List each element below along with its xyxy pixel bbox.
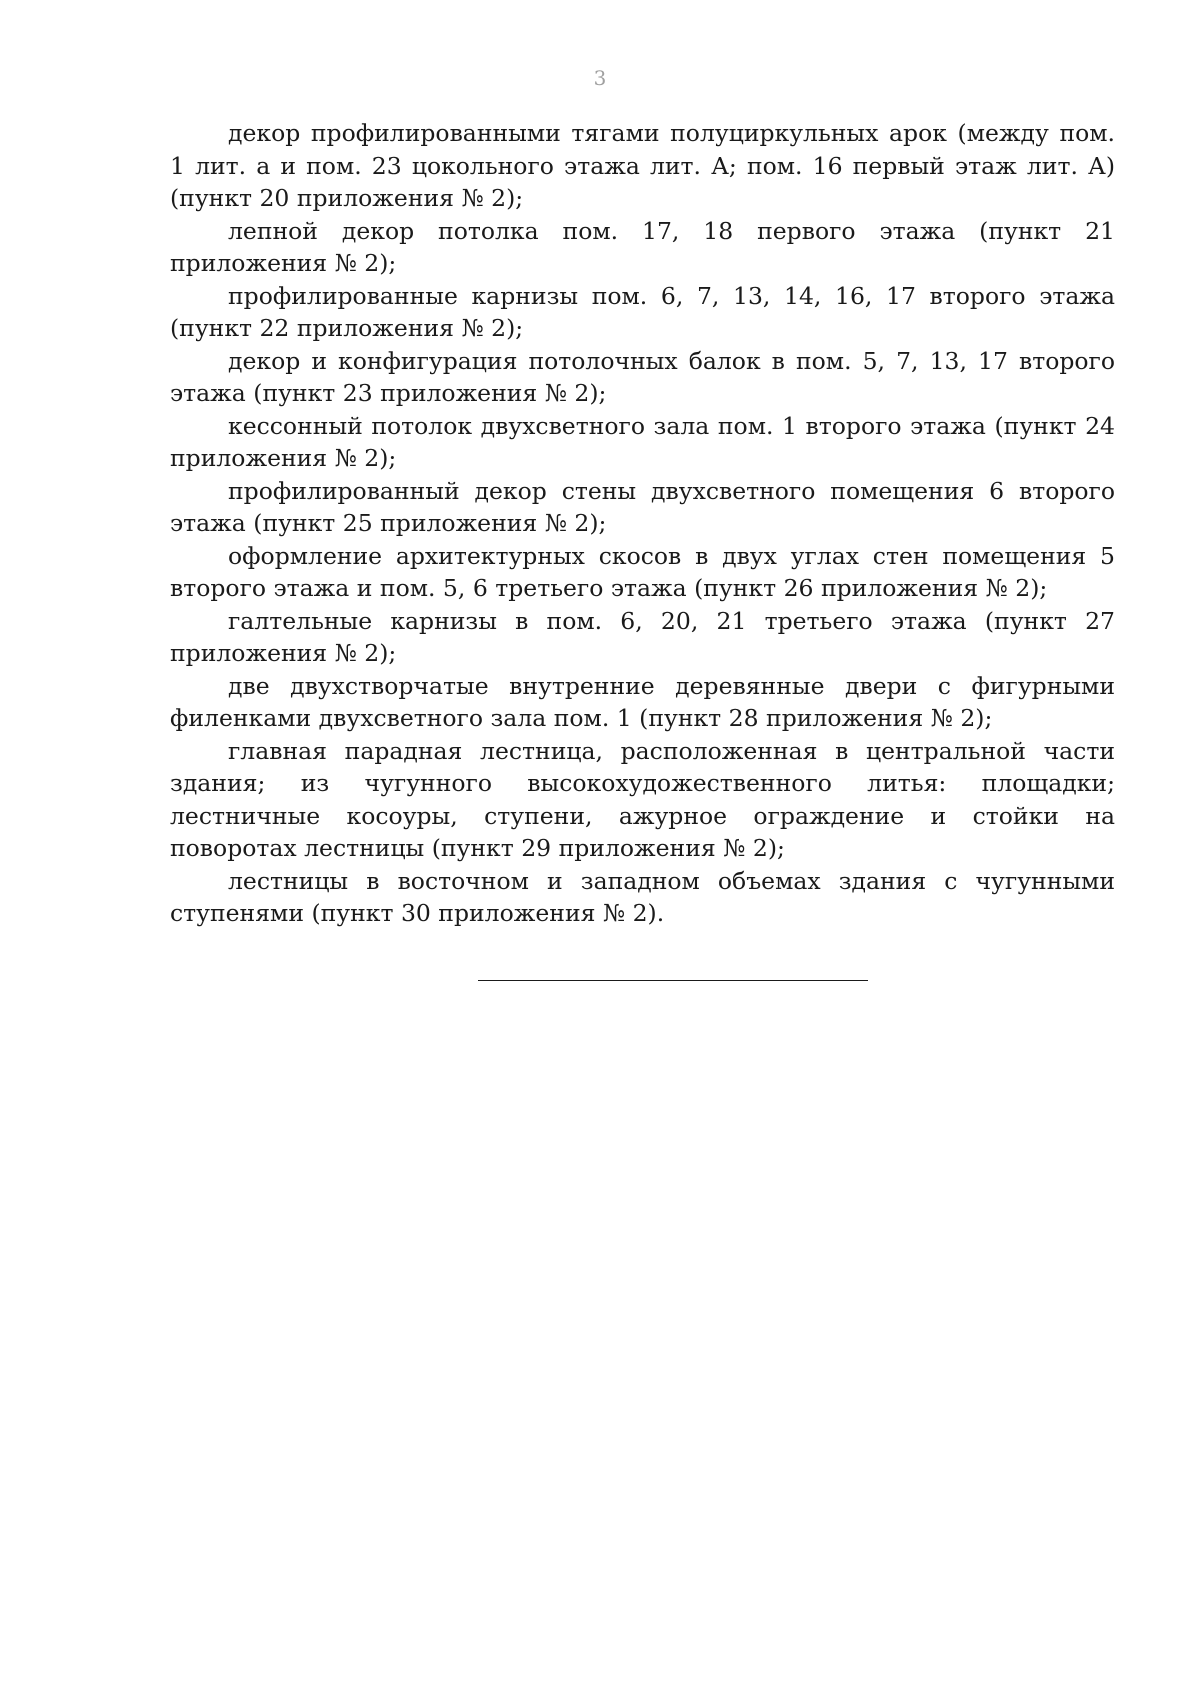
paragraph: кессонный потолок двухсветного зала пом. 1 второго этажа (пункт 24 приложения № 2); xyxy=(170,411,1115,472)
paragraph: декор и конфигурация потолочных балок в пом. 5, 7, 13, 17 второго этажа (пункт 23 приложения № 2); xyxy=(170,346,1115,407)
document-body xyxy=(170,117,1115,930)
paragraph: профилированные карнизы пом. 6, 7, 13, 14, 16, 17 второго этажа (пункт 22 приложения № 2); xyxy=(170,281,1115,342)
page-number: 3 xyxy=(593,66,607,90)
paragraph: две двухстворчатые внутренние деревянные двери с фигурными филенками двухсветного зала пом. 1 (пункт 28 приложения № 2); xyxy=(170,671,1115,732)
paragraph: галтельные карнизы в пом. 6, 20, 21 третьего этажа (пункт 27 приложения № 2); xyxy=(170,606,1115,667)
end-separator-line xyxy=(478,980,868,981)
paragraph: декор профилированными тягами полуциркульных арок (между пом. 1 лит. а и пом. 23 цокольного этажа лит. А; пом. 16 первый этаж лит. А) (пункт 20 приложения № 2); xyxy=(170,119,1115,212)
paragraph: главная парадная лестница, расположенная в центральной части здания; из чугунного высокохудожественного литья: площадки; лестничные косоуры, ступени, ажурное ограждение и стойки на поворотах лестницы (пункт 29 приложения № 2); xyxy=(170,736,1115,862)
paragraph: лестницы в восточном и западном объемах здания с чугунными ступенями (пункт 30 приложения № 2). xyxy=(170,866,1115,927)
paragraph: лепной декор потолка пом. 17, 18 первого этажа (пункт 21 приложения № 2); xyxy=(170,216,1115,277)
paragraph: оформление архитектурных скосов в двух углах стен помещения 5 второго этажа и пом. 5, 6 третьего этажа (пункт 26 приложения № 2); xyxy=(170,541,1115,602)
paragraph: профилированный декор стены двухсветного помещения 6 второго этажа (пункт 25 приложения № 2); xyxy=(170,476,1115,537)
